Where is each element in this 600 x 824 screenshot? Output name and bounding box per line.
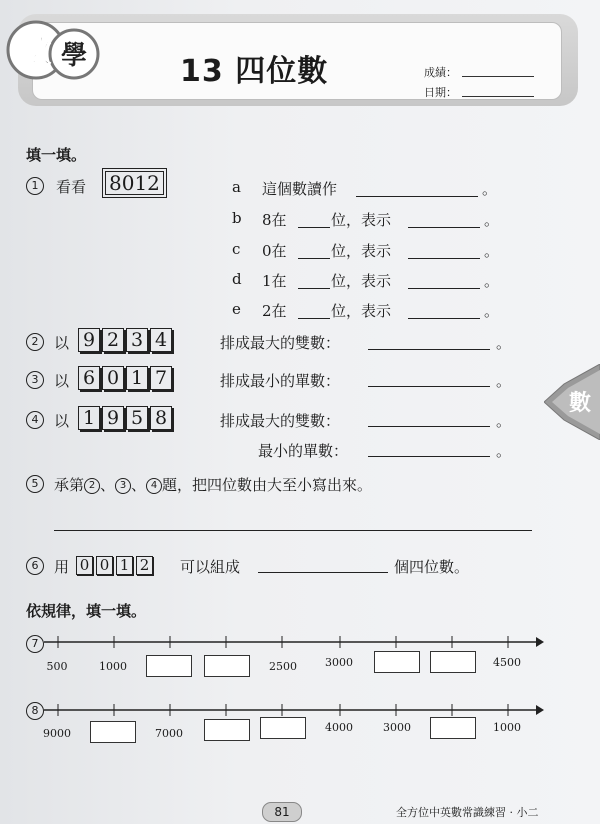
q5-sep-1: 、 [100,476,116,494]
q1e-mid: 位，表示 [331,302,392,320]
q8-answer-box[interactable] [260,717,306,739]
q6-end: 個四位數。 [394,558,470,576]
q8-answer-box[interactable] [430,717,476,739]
q4-use: 以 [54,412,70,430]
q6-mid: 可以組成 [180,558,241,576]
score-field[interactable] [462,76,534,77]
q1c-digit: 0在 [262,242,287,260]
question-number: 3 [26,371,44,389]
q1b-mid: 位，表示 [331,211,392,229]
q1b-place-blank[interactable] [298,227,330,228]
q7-tick-label: 500 [46,660,68,673]
q1e-value-blank[interactable] [408,318,480,319]
q5-text [54,474,372,495]
q6-digit-cards [76,555,156,575]
q1c-letter: c [232,240,241,258]
q1a-answer-blank[interactable] [356,196,478,197]
digit-card: 1 [116,556,133,575]
question-number: 7 [26,635,44,653]
digit-card: 7 [150,366,172,390]
q7-tick-label: 4500 [493,656,521,669]
q1d-mid: 位，表示 [331,272,392,290]
q4-instruction: 排成最大的雙數： [220,412,341,430]
digit-card: 2 [136,556,153,575]
page-title: 13 四位數 [180,54,329,89]
side-tab [544,364,600,440]
q1d-letter: d [232,270,242,288]
question-number: 5 [26,475,44,493]
q1e-place-blank[interactable] [298,318,330,319]
q1e-letter: e [232,300,241,318]
q2-answer-blank[interactable] [368,349,490,350]
q6-use: 用 [54,558,70,576]
logo-char-1: 數 [21,35,51,70]
q1e-digit: 2在 [262,302,287,320]
q1b-digit: 8在 [262,211,287,229]
q3-end: 。 [496,372,512,390]
q1d-digit: 1在 [262,272,287,290]
q7-answer-box[interactable] [374,651,420,673]
q8-tick-label: 4000 [325,721,353,734]
digit-card: 8 [150,406,172,430]
q8-tick-label: 3000 [383,721,411,734]
q3-answer-blank[interactable] [368,386,490,387]
q1d-value-blank[interactable] [408,288,480,289]
section-heading-fill: 填一填。 [26,146,87,164]
q7-tick-label: 1000 [99,660,127,673]
q3-digit-cards [78,366,174,390]
q5-text-a: 承第 [54,476,85,494]
digit-card: 9 [78,328,100,352]
q1c-place-blank[interactable] [298,258,330,259]
q5-text-b: 題，把四位數由大至小寫出來。 [162,476,373,494]
digit-card: 0 [102,366,124,390]
q7-answer-box[interactable] [204,655,250,677]
q1c-mid: 位，表示 [331,242,392,260]
digit-card: 4 [150,328,172,352]
digit-card: 1 [126,366,148,390]
q8-tick-label: 9000 [43,727,71,740]
q8-answer-box[interactable] [204,719,250,741]
date-label: 日期： [424,86,457,99]
question-number: 1 [26,177,44,195]
digit-card: 9 [102,406,124,430]
logo-char-2: 學 [60,41,88,71]
question-number: 4 [26,411,44,429]
q1b-letter: b [232,209,242,227]
q1c-value-blank[interactable] [408,258,480,259]
ref-3: 3 [115,478,131,494]
section-heading-pattern: 依規律，填一填。 [26,602,147,620]
q8-tick-label: 1000 [493,721,521,734]
q3-instruction: 排成最小的單數： [220,372,341,390]
q8-tick-label: 7000 [155,727,183,740]
q1-number-box: 8012 [105,171,164,195]
q7-answer-box[interactable] [146,655,192,677]
q1a-letter: a [232,178,241,196]
question-number: 8 [26,702,44,720]
q1d-place-blank[interactable] [298,288,330,289]
date-field[interactable] [462,96,534,97]
q4-smallest-blank[interactable] [368,456,490,457]
digit-card: 1 [78,406,100,430]
q1b-value-blank[interactable] [408,227,480,228]
q2-digit-cards [78,328,174,352]
digit-card: 0 [76,556,93,575]
q4-instruction-2: 最小的單數： [258,442,349,460]
q1d-end: 。 [484,272,500,290]
q1b-end: 。 [484,211,500,229]
q2-use: 以 [54,334,70,352]
q7-tick-label: 2500 [269,660,297,673]
q2-instruction: 排成最大的雙數： [220,334,341,352]
page-number: 81 [262,802,302,822]
q7-tick-label: 3000 [325,656,353,669]
q4-end-2: 。 [496,442,512,460]
q6-answer-blank[interactable] [258,572,388,573]
q5-sep-2: 、 [131,476,147,494]
q4-digit-cards [78,406,174,430]
ref-2: 2 [84,478,100,494]
q1a-text: 這個數讀作 [262,180,338,198]
q4-largest-blank[interactable] [368,426,490,427]
q1c-end: 。 [484,242,500,260]
q1-prompt: 看看 [56,178,87,196]
q1e-end: 。 [484,302,500,320]
digit-card: 5 [126,406,148,430]
q3-use: 以 [54,372,70,390]
book-title: 全方位中英數常識練習 · 小二 [396,806,539,819]
ref-4: 4 [146,478,162,494]
digit-card: 2 [102,328,124,352]
side-tab-label: 數 [568,391,592,416]
digit-card: 3 [126,328,148,352]
q5-answer-line[interactable] [54,530,532,531]
digit-card: 0 [96,556,113,575]
question-number: 6 [26,557,44,575]
digit-card: 6 [78,366,100,390]
q7-answer-box[interactable] [430,651,476,673]
score-label: 成績： [424,66,457,79]
q8-answer-box[interactable] [90,721,136,743]
q1a-end: 。 [482,180,498,198]
subject-logo [6,16,102,86]
question-number: 2 [26,333,44,351]
q2-end: 。 [496,334,512,352]
q4-end: 。 [496,412,512,430]
